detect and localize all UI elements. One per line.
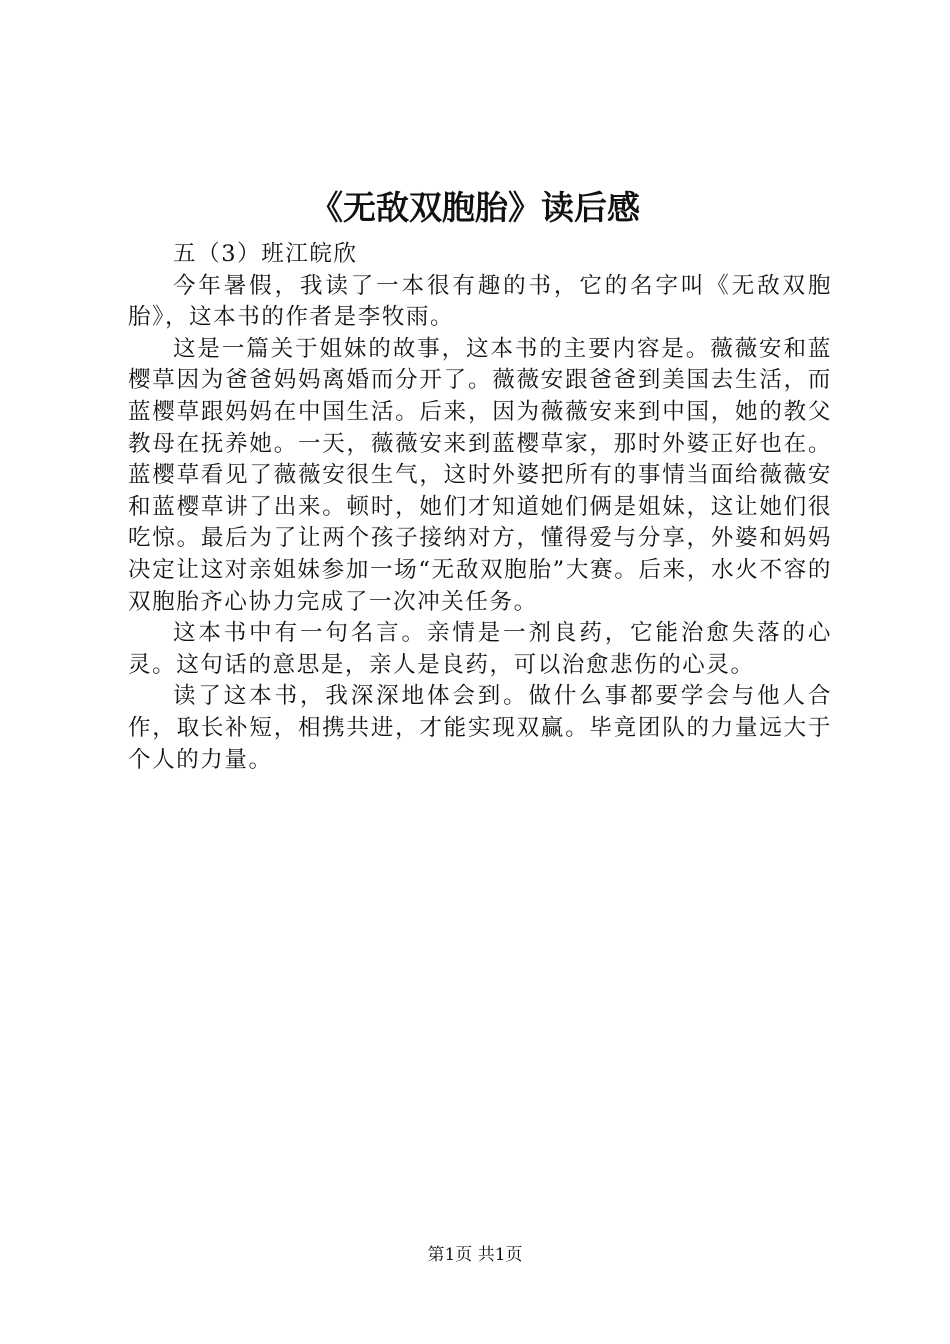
author-line: 五（3）班江皖欣 [173, 241, 358, 267]
paragraph-2: 这是一篇关于姐妹的故事，这本书的主要内容是。薇薇安和蓝樱草因为爸爸妈妈离婚而分开了。薇薇安跟爸爸到美国去生活，而蓝樱草跟妈妈在中国生活。后来，因为薇薇安来到中国，她的教父教母在抚养她。一天，薇薇安来到蓝樱草家，那时外婆正好也在。蓝樱草看见了薇薇安很生气，这时外婆把所有的事情当面给薇薇安和蓝樱草讲了出来。顿时，她们才知道她们俩是姐妹，这让她们很吃惊。最后为了让两个孩子接纳对方，懂得爱与分享，外婆和妈妈决定让这对亲姐妹参加一场“无敌双胞胎”大赛。后来，水火不容的双胞胎齐心协力完成了一次冲关任务。 [128, 335, 832, 615]
document-title: 《无敌双胞胎》读后感 [310, 188, 640, 227]
document-body [128, 239, 832, 776]
paragraph-3: 这本书中有一句名言。亲情是一剂良药，它能治愈失落的心灵。这句话的意思是，亲人是良药，可以治愈悲伤的心灵。 [128, 620, 832, 678]
page-footer: 第1页 共1页 [427, 1245, 523, 1265]
paragraph-1: 今年暑假，我读了一本很有趣的书，它的名字叫《无敌双胞胎》，这本书的作者是李牧雨。 [128, 272, 832, 331]
paragraph-4: 读了这本书，我深深地体会到。做什么事都要学会与他人合作，取长补短，相携共进，才能实现双赢。毕竟团队的力量远大于个人的力量。 [128, 683, 832, 773]
